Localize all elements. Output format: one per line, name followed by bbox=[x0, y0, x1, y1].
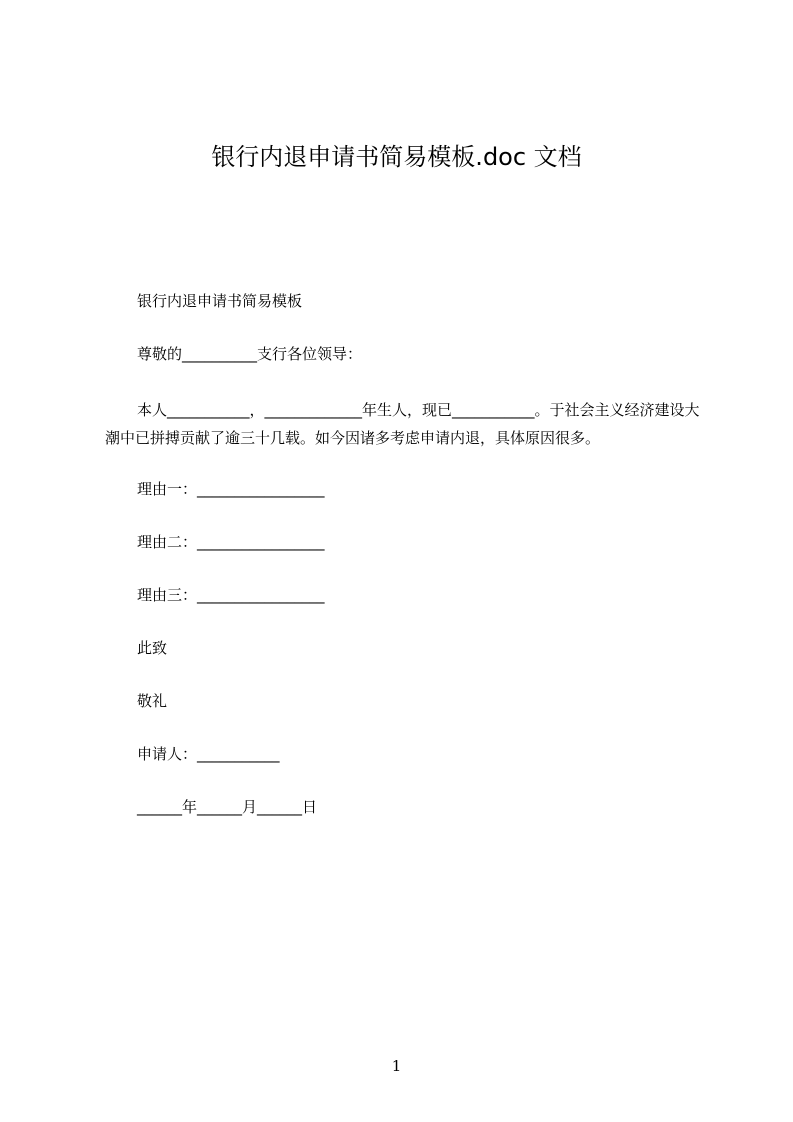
letter-heading: 银行内退申请书简易模板 bbox=[137, 292, 303, 310]
closing-cizhi: 此致 bbox=[137, 639, 168, 657]
date-line: ______年______月______日 bbox=[137, 798, 318, 816]
body-paragraph: 本人___________，_____________年生人，现已___________。于社会主义经济建设大潮中已拼搏贡献了逾三十几载。如今因诸多考虑申请内退，具体原因很多。 bbox=[105, 401, 700, 447]
salutation: 尊敬的__________支行各位领导： bbox=[137, 345, 363, 363]
page-number: 1 bbox=[391, 1057, 402, 1075]
reason-two: 理由二：_________________ bbox=[137, 533, 325, 551]
reason-one: 理由一：_________________ bbox=[137, 480, 325, 498]
document-title: 银行内退申请书简易模板.doc 文档 bbox=[211, 143, 582, 171]
reason-three: 理由三：_________________ bbox=[137, 586, 325, 604]
closing-jingli: 敬礼 bbox=[137, 692, 168, 710]
applicant-line: 申请人：___________ bbox=[137, 745, 280, 763]
